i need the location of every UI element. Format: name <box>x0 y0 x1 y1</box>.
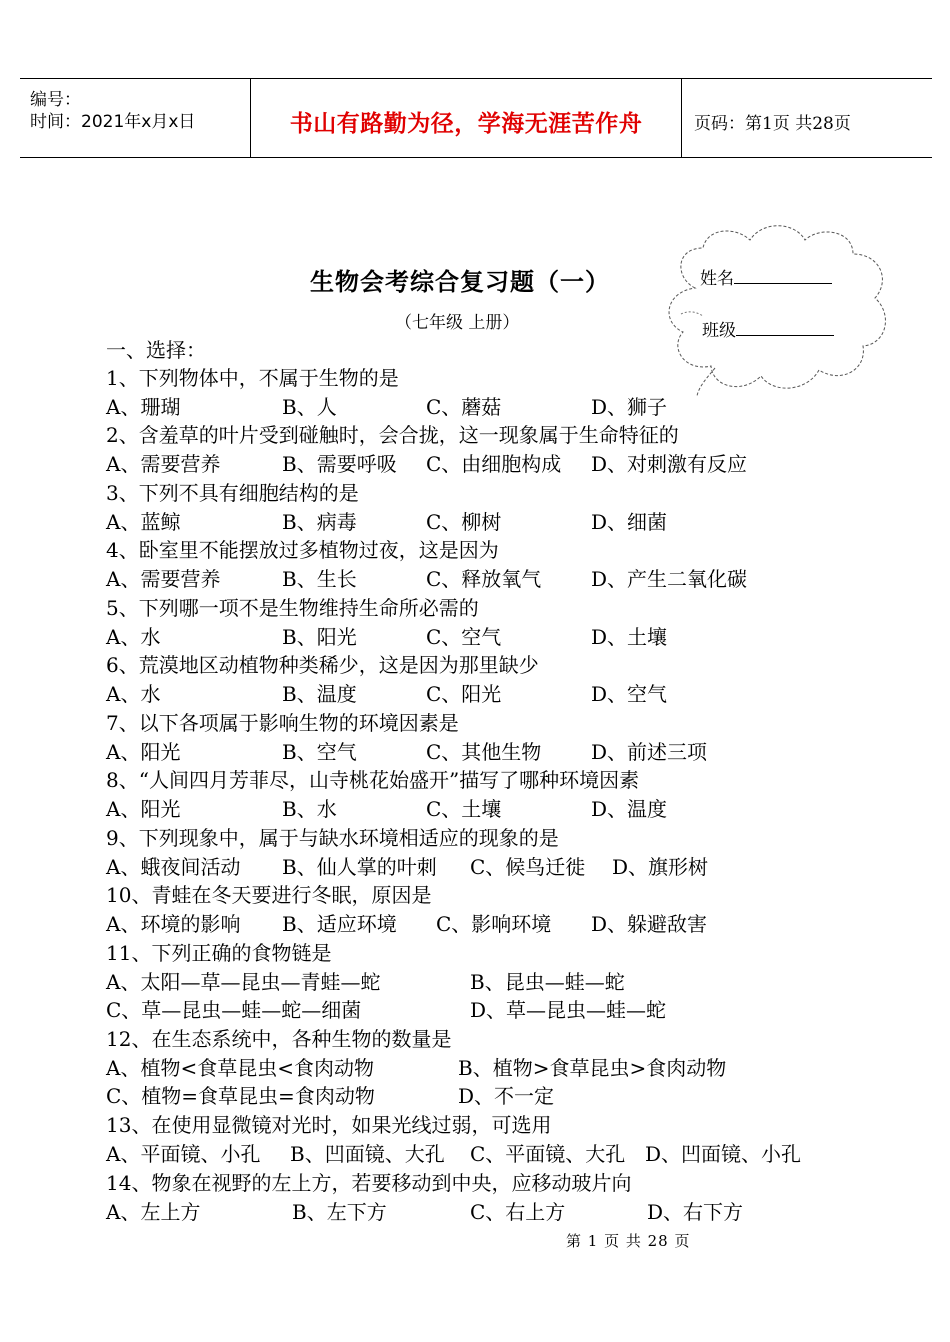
option: A、水 <box>106 682 161 706</box>
question-6: 6、荒漠地区动植物种类稀少，这是因为那里缺少 <box>106 653 539 677</box>
option: B、温度 <box>282 682 357 706</box>
question-5: 5、下列哪一项不是生物维持生命所必需的 <box>106 596 479 620</box>
option: D、前述三项 <box>591 740 708 764</box>
option: A、需要营养 <box>106 567 221 591</box>
option: B、植物>食草昆虫>食肉动物 <box>458 1056 727 1080</box>
class-field[interactable] <box>702 316 834 341</box>
option: D、旗形树 <box>612 855 709 879</box>
header-motto-cell <box>251 79 682 157</box>
option: C、阳光 <box>426 682 502 706</box>
option: D、凹面镜、小孔 <box>645 1142 802 1166</box>
option: A、阳光 <box>106 797 181 821</box>
header-page-cell <box>682 79 932 157</box>
page-header <box>20 78 932 158</box>
name-blank[interactable] <box>734 267 832 284</box>
option: D、对刺激有反应 <box>591 452 748 476</box>
document-title: 生物会考综合复习题（一） <box>310 267 610 296</box>
option: C、释放氧气 <box>426 567 542 591</box>
option: D、不一定 <box>458 1084 555 1108</box>
option: A、阳光 <box>106 740 181 764</box>
option: D、土壤 <box>591 625 668 649</box>
question-13: 13、在使用显微镜对光时，如果光线过弱，可选用 <box>106 1113 552 1137</box>
option: C、候鸟迁徙 <box>470 855 586 879</box>
option: D、温度 <box>591 797 668 821</box>
option: A、植物<食草昆虫<食肉动物 <box>106 1056 374 1080</box>
document-subtitle: （七年级 上册） <box>395 313 520 333</box>
question-11: 11、下列正确的食物链是 <box>106 941 332 965</box>
cloud-shape <box>655 218 895 408</box>
option: C、影响环境 <box>436 912 552 936</box>
option: A、左上方 <box>106 1200 201 1224</box>
option: B、需要呼吸 <box>282 452 397 476</box>
page-footer: 第 1 页 共 28 页 <box>566 1232 691 1250</box>
option: B、昆虫—蛙—蛇 <box>470 970 625 994</box>
option: C、土壤 <box>426 797 502 821</box>
option: A、蓝鲸 <box>106 510 181 534</box>
question-9: 9、下列现象中，属于与缺水环境相适应的现象的是 <box>106 826 559 850</box>
option: A、水 <box>106 625 161 649</box>
page-info: 页码：第1页 共28页 <box>694 114 851 134</box>
question-14: 14、物象在视野的左上方，若要移动到中央，应移动玻片向 <box>106 1171 632 1195</box>
option: A、蛾夜间活动 <box>106 855 241 879</box>
option: D、细菌 <box>591 510 668 534</box>
option: C、蘑菇 <box>426 395 502 419</box>
option: C、其他生物 <box>426 740 542 764</box>
class-blank[interactable] <box>736 319 834 336</box>
name-field[interactable] <box>700 264 832 289</box>
option: C、植物=食草昆虫=食肉动物 <box>106 1084 375 1108</box>
option: C、草—昆虫—蛙—蛇—细菌 <box>106 998 362 1022</box>
option: D、右下方 <box>647 1200 744 1224</box>
header-meta-cell <box>20 79 251 157</box>
name-label: 姓名 <box>700 269 734 289</box>
option: A、平面镜、小孔 <box>106 1142 261 1166</box>
option: C、空气 <box>426 625 502 649</box>
serial-label: 编号： <box>30 90 81 110</box>
option: C、柳树 <box>426 510 502 534</box>
question-12: 12、在生态系统中，各种生物的数量是 <box>106 1027 452 1051</box>
option: A、珊瑚 <box>106 395 181 419</box>
option: B、水 <box>282 797 337 821</box>
option: B、生长 <box>282 567 357 591</box>
class-label: 班级 <box>702 321 736 341</box>
question-4: 4、卧室里不能摆放过多植物过夜，这是因为 <box>106 538 499 562</box>
option: D、狮子 <box>591 395 668 419</box>
option: B、适应环境 <box>282 912 397 936</box>
question-10: 10、青蛙在冬天要进行冬眠，原因是 <box>106 883 432 907</box>
option: A、环境的影响 <box>106 912 241 936</box>
question-3: 3、下列不具有细胞结构的是 <box>106 481 359 505</box>
option: B、病毒 <box>282 510 357 534</box>
option: B、人 <box>282 395 337 419</box>
option: D、空气 <box>591 682 668 706</box>
motto: 书山有路勤为径，学海无涯苦作舟 <box>289 110 643 137</box>
question-1: 1、下列物体中，不属于生物的是 <box>106 366 399 390</box>
question-8: 8、“人间四月芳菲尽，山寺桃花始盛开”描写了哪种环境因素 <box>106 768 640 792</box>
option: C、平面镜、大孔 <box>470 1142 626 1166</box>
option: B、空气 <box>282 740 357 764</box>
option: B、阳光 <box>282 625 357 649</box>
question-2: 2、含羞草的叶片受到碰触时，会合拢，这一现象属于生命特征的 <box>106 423 679 447</box>
option: A、需要营养 <box>106 452 221 476</box>
option: D、产生二氧化碳 <box>591 567 748 591</box>
option: D、草—昆虫—蛙—蛇 <box>470 998 667 1022</box>
option: B、仙人掌的叶刺 <box>282 855 437 879</box>
option: C、右上方 <box>470 1200 566 1224</box>
option: C、由细胞构成 <box>426 452 562 476</box>
option: D、躲避敌害 <box>591 912 708 936</box>
option: B、凹面镜、大孔 <box>290 1142 445 1166</box>
option: A、太阳—草—昆虫—青蛙—蛇 <box>106 970 381 994</box>
option: B、左下方 <box>292 1200 387 1224</box>
question-7: 7、以下各项属于影响生物的环境因素是 <box>106 711 459 735</box>
time-label: 时间：2021年x月x日 <box>30 112 196 132</box>
section-heading: 一、选择： <box>106 338 206 362</box>
